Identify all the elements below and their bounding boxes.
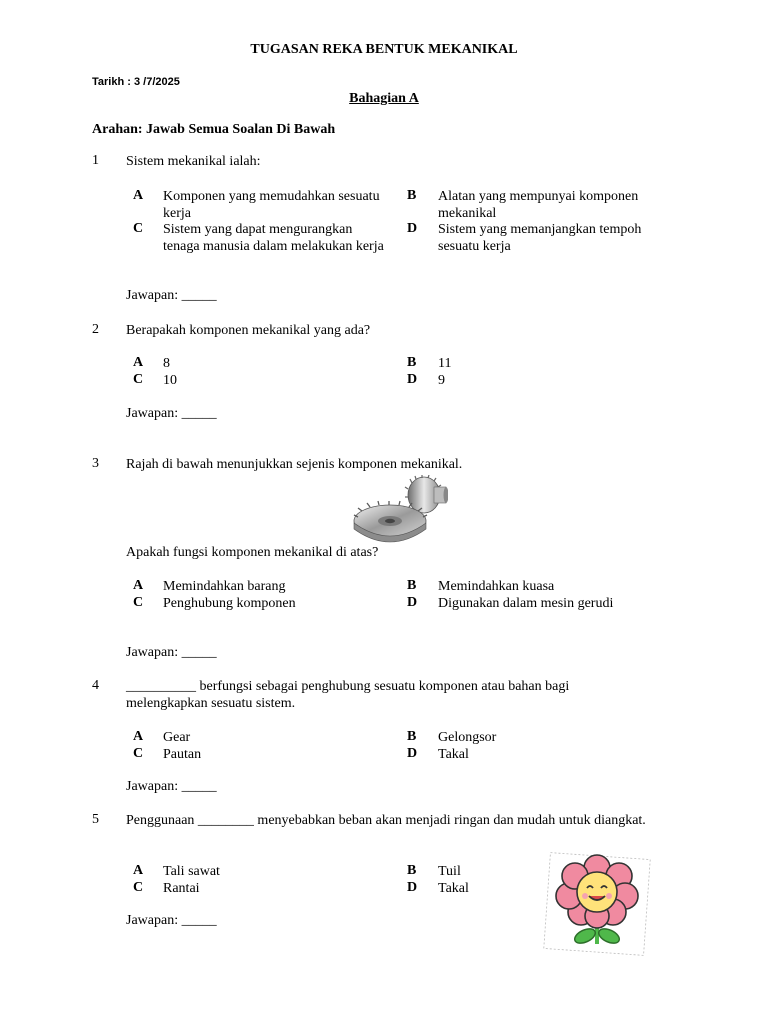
- question-number: 3: [92, 456, 99, 471]
- option-text: Pautan: [163, 747, 202, 762]
- option-letter: D: [407, 595, 418, 610]
- option-text: Tali sawat: [163, 864, 220, 879]
- option-text: Memindahkan kuasa: [438, 579, 555, 594]
- answer-blank: Jawapan: _____: [126, 288, 217, 303]
- question-text: __________ berfungsi sebagai penghubung sesuatu komponen atau bahan bagi melengkapkan sesuatu sistem.: [126, 679, 570, 711]
- answer-blank: Jawapan: _____: [126, 779, 217, 794]
- option-text: 9: [438, 373, 445, 388]
- option-letter: C: [133, 880, 144, 895]
- date-line: [92, 76, 180, 88]
- option-letter: B: [407, 355, 417, 370]
- option-letter: B: [407, 729, 417, 744]
- option-text: Takal: [438, 881, 469, 896]
- option-letter: B: [407, 188, 417, 203]
- question-text: Berapakah komponen mekanikal yang ada?: [126, 323, 371, 338]
- option-text: 8: [163, 356, 170, 371]
- question-number: 4: [92, 678, 99, 693]
- option-letter: A: [133, 729, 144, 744]
- smiling-flower-icon: [543, 852, 651, 956]
- question-text: Penggunaan ________ menyebabkan beban akan menjadi ringan dan mudah untuk diangkat.: [126, 813, 646, 828]
- option-letter: C: [133, 372, 144, 387]
- option-letter: D: [407, 372, 418, 387]
- option-letter: D: [407, 880, 418, 895]
- instruction: Arahan: Jawab Semua Soalan Di Bawah: [92, 122, 336, 137]
- option-letter: A: [133, 578, 144, 593]
- answer-blank: Jawapan: _____: [126, 645, 217, 660]
- option-letter: C: [133, 746, 144, 761]
- section-heading: Bahagian A: [349, 91, 419, 106]
- option-letter: C: [133, 595, 144, 610]
- option-text: Gear: [163, 730, 191, 745]
- answer-blank: Jawapan: _____: [126, 913, 217, 928]
- document-title: TUGASAN REKA BENTUK MEKANIKAL: [250, 42, 518, 57]
- option-text: Tuil: [438, 864, 461, 879]
- question-text: Rajah di bawah menunjukkan sejenis komponen mekanikal.: [126, 457, 463, 472]
- option-text: Digunakan dalam mesin gerudi: [438, 596, 614, 611]
- option-text: Alatan yang mempunyai komponen mekanikal: [438, 189, 639, 221]
- question-text: Sistem mekanikal ialah:: [126, 154, 261, 169]
- question-number: 5: [92, 812, 99, 827]
- option-text: Rantai: [163, 881, 200, 896]
- answer-blank: Jawapan: _____: [126, 406, 217, 421]
- option-text: 10: [163, 373, 177, 388]
- option-text: Sistem yang dapat mengurangkan tenaga manusia dalam melakukan kerja: [163, 222, 384, 254]
- option-letter: B: [407, 863, 417, 878]
- option-letter: A: [133, 355, 144, 370]
- option-letter: B: [407, 578, 417, 593]
- date-value: 3 /7/2025: [133, 76, 180, 88]
- option-text: Sistem yang memanjangkan tempoh sesuatu kerja: [438, 222, 642, 254]
- option-text: Penghubung komponen: [163, 596, 296, 611]
- question-number: 2: [92, 322, 99, 337]
- option-text: Gelongsor: [438, 730, 497, 745]
- date-label: Tarikh :: [92, 76, 131, 88]
- option-letter: D: [407, 746, 418, 761]
- question-number: 1: [92, 153, 99, 168]
- bevel-gear-icon: [352, 475, 448, 543]
- option-text: Takal: [438, 747, 469, 762]
- option-text: Memindahkan barang: [163, 579, 286, 594]
- option-letter: A: [133, 188, 144, 203]
- option-letter: D: [407, 221, 418, 236]
- option-text: Komponen yang memudahkan sesuatu kerja: [163, 189, 380, 221]
- option-letter: A: [133, 863, 144, 878]
- option-letter: C: [133, 221, 144, 236]
- question-subtext: Apakah fungsi komponen mekanikal di atas?: [126, 545, 379, 560]
- option-text: 11: [438, 356, 452, 371]
